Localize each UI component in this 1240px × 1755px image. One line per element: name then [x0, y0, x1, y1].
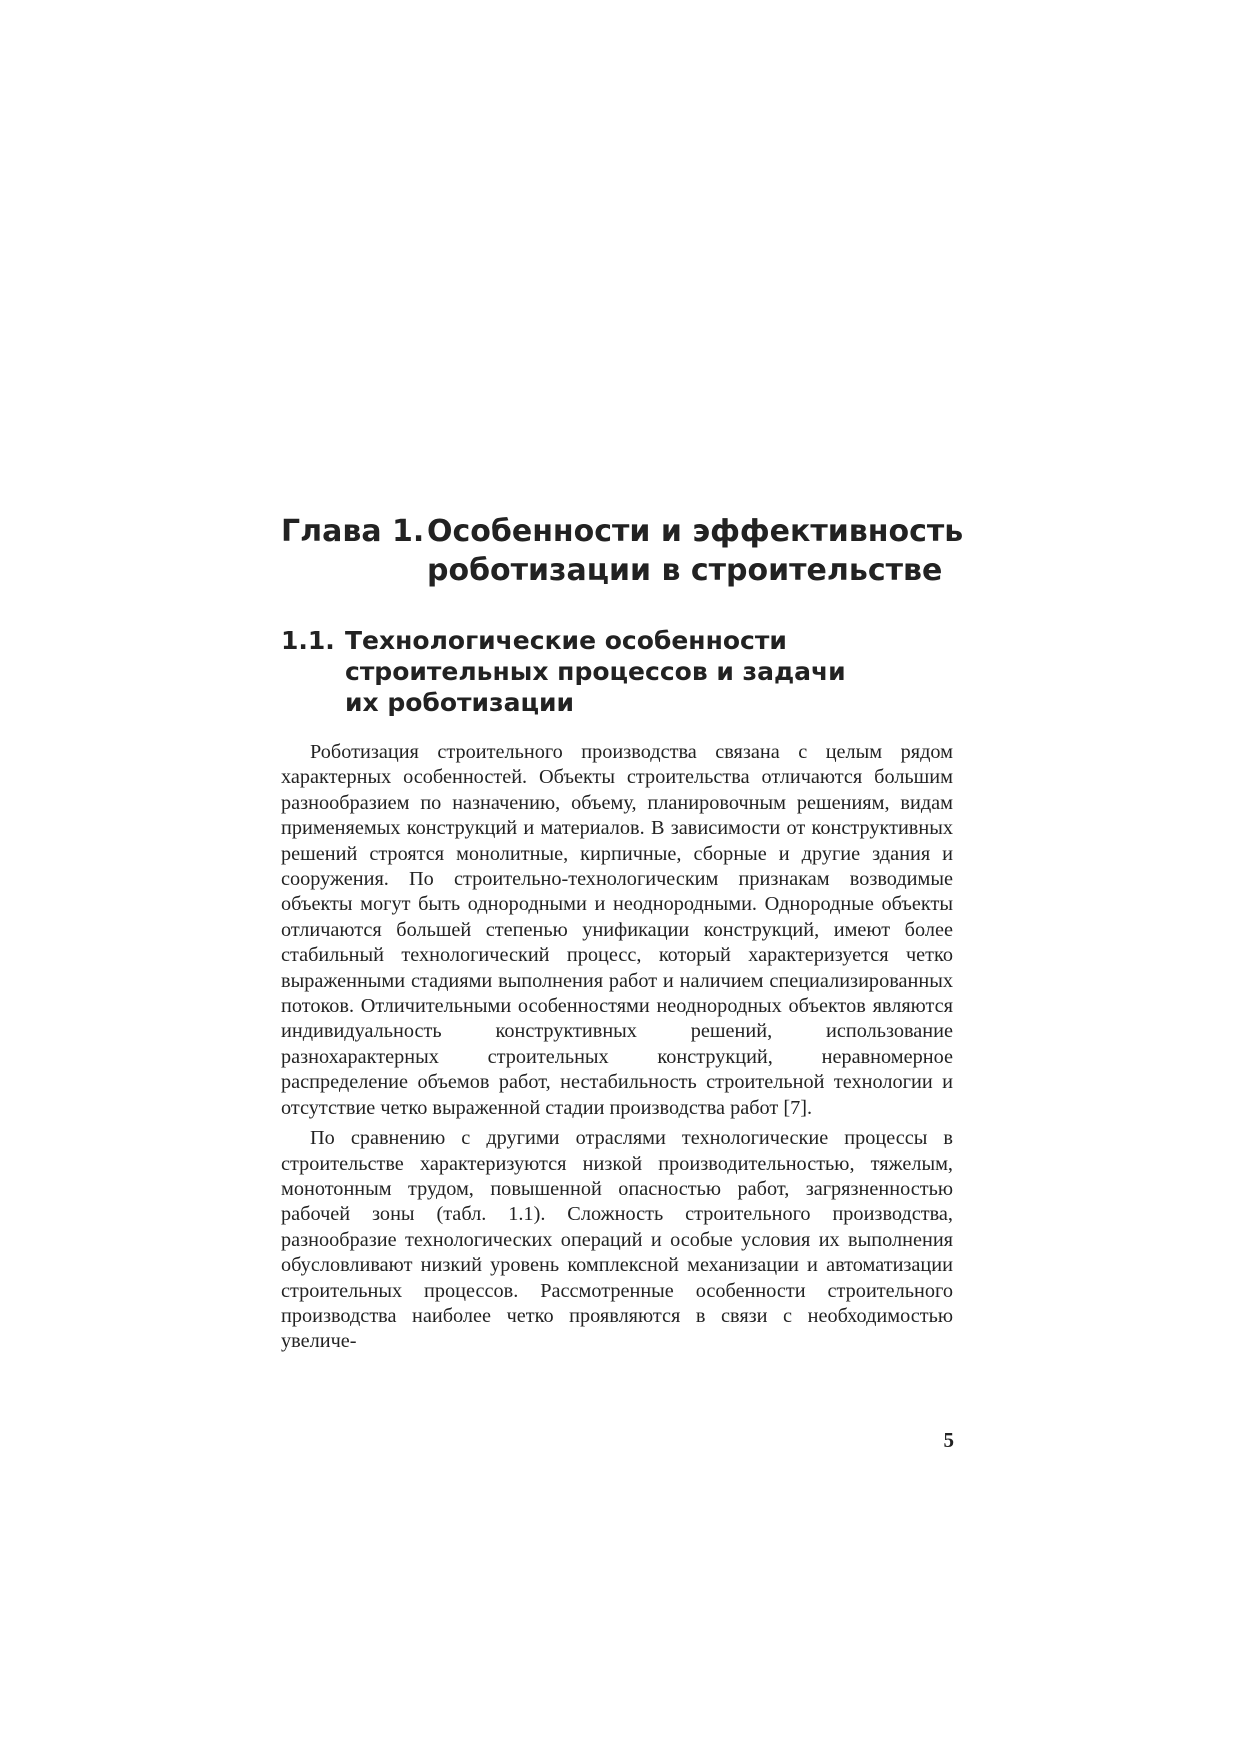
body-text — [281, 740, 953, 1360]
section-title-line-1: Технологические особенности — [345, 626, 787, 655]
paragraph-2: По сравнению с другими отраслями технологические процессы в строительстве характеризуются низкой производительностью, тяжелым, монотонным трудом, повышенной опасностью работ, загрязненностью рабочей зоны (табл. 1.1). Сложность строительного производства, разнообразие технологических операций и особые условия их выполнения обусловливают низкий уровень комплексной механизации и автоматизации строительных процессов. Рассмотренные особенности строительного производства наиболее четко проявляются в связи с необходимостью увеличе- — [281, 1127, 953, 1353]
section-title-line-3: их роботизации — [345, 688, 575, 717]
section-heading — [281, 625, 981, 718]
page-number: 5 — [943, 1428, 954, 1452]
section-title-line-2: строительных процессов и задачи — [345, 657, 846, 686]
paragraph-1: Роботизация строительного производства связана с целым рядом характерных особенностей. Объекты строительства отличаются большим разнообразием по назначению, объему, планировочным решениям, видам применяемых конструкций и материалов. В зависимости от конструктивных решений строятся монолитные, кирпичные, сборные и другие здания и сооружения. По строительно-технологическим признакам возводимые объекты могут быть однородными и неоднородными. Однородные объекты отличаются большей степенью унификации конструкций, имеют более стабильный технологический процесс, который характеризуется четко выраженными стадиями выполнения работ и наличием специализированных потоков. Отличительными особенностями неоднородных объектов являются индивидуальность конструктивных решений, использование разнохарактерных строительных конструкций, неравномерное распределение объемов работ, нестабильность строительной технологии и отсутствие четко выраженной стадии производства работ [7]. — [281, 741, 953, 1119]
section-number: 1.1. — [281, 626, 335, 655]
chapter-title-line-1: Особенности и эффективность — [427, 514, 964, 549]
chapter-heading — [281, 512, 981, 590]
chapter-title-line-2: роботизации в строительстве — [427, 553, 943, 588]
chapter-label: Глава 1. — [281, 514, 425, 549]
